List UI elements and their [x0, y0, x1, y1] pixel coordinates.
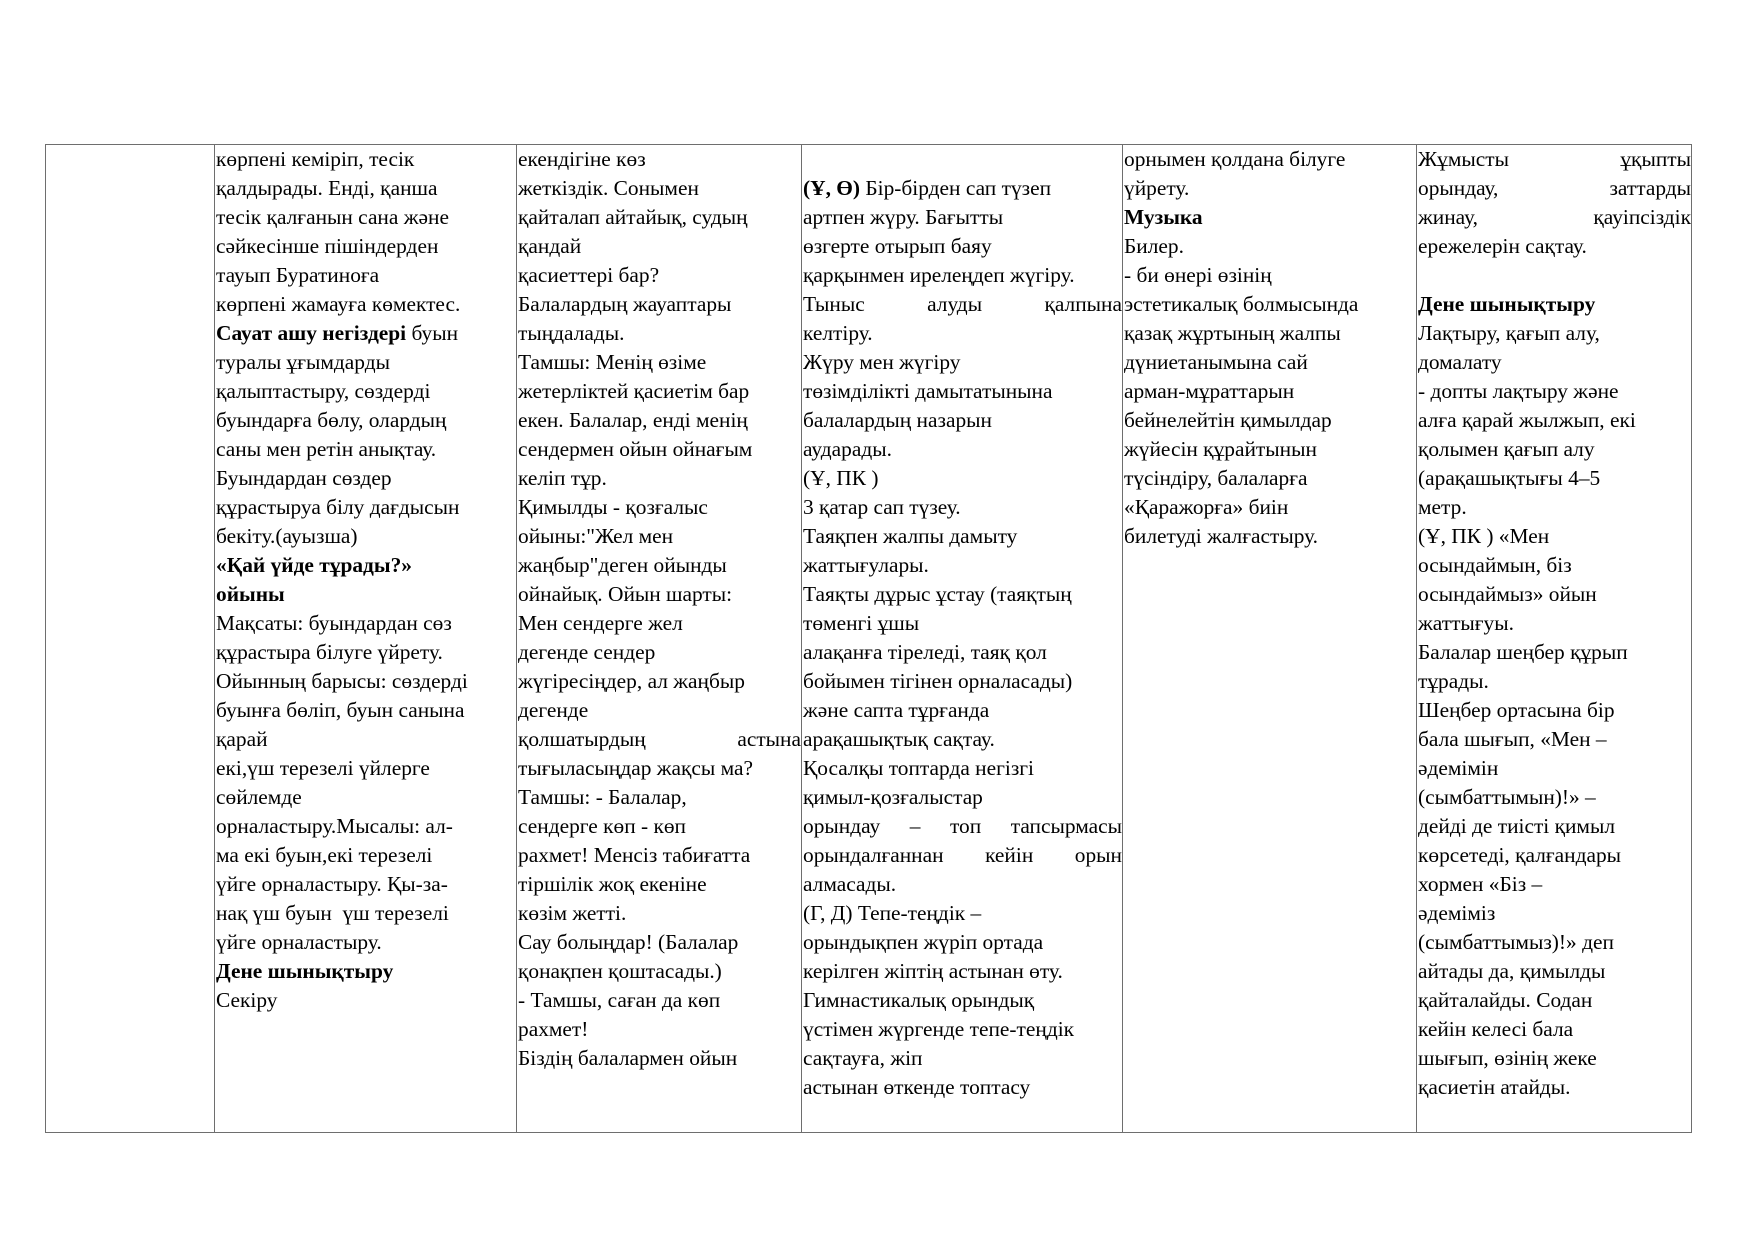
text-line — [1418, 406, 1691, 435]
line-text: Тамшы: Менің өзіме — [518, 350, 707, 374]
line-text: екен. Балалар, енді менің — [518, 408, 748, 432]
text-line — [803, 174, 1122, 203]
line-text: ережелерін сақтау. — [1418, 234, 1587, 258]
text-line — [803, 435, 1122, 464]
line-text: орындалғаннан кейін орын — [803, 843, 1122, 867]
bold-heading: Сауат ашу негіздері — [216, 321, 407, 345]
text-line — [1418, 725, 1691, 754]
text-line — [1418, 203, 1691, 232]
text-line — [1124, 435, 1416, 464]
line-text: Буындардан сөздер — [216, 466, 392, 490]
text-line — [518, 870, 801, 899]
activity-cell-column-2 — [215, 145, 517, 1133]
line-text: артпен жүру. Бағытты — [803, 205, 1004, 229]
line-text: (Ұ, ПК ) — [803, 466, 879, 490]
text-line — [803, 1044, 1122, 1073]
line-text: метр. — [1418, 495, 1467, 519]
line-text: Шеңбер ортасына бір — [1418, 698, 1615, 722]
text-line — [1124, 203, 1416, 232]
text-line — [1124, 232, 1416, 261]
text-line — [216, 435, 516, 464]
line-text: қонақпен қоштасады.) — [518, 959, 722, 983]
text-line — [1418, 290, 1691, 319]
text-line — [1418, 464, 1691, 493]
line-text: қандай — [518, 234, 582, 258]
line-text: сақтауға, жіп — [803, 1046, 923, 1070]
text-line — [518, 986, 801, 1015]
line-text: арман-мұраттарын — [1124, 379, 1295, 403]
text-line — [518, 290, 801, 319]
line-text: бейнелейтін қимылдар — [1124, 408, 1332, 432]
text-line — [1418, 986, 1691, 1015]
text-line — [518, 493, 801, 522]
text-line — [216, 957, 516, 986]
line-text: буынға бөліп, буын санына — [216, 698, 465, 722]
text-line — [1124, 377, 1416, 406]
text-line — [1418, 522, 1691, 551]
text-line — [803, 754, 1122, 783]
line-text: кейін келесі бала — [1418, 1017, 1574, 1041]
line-text: жаттығулары. — [803, 553, 929, 577]
text-line — [1418, 174, 1691, 203]
cell-lines — [1124, 145, 1416, 551]
text-line — [803, 145, 1122, 174]
text-line — [1418, 232, 1691, 261]
line-text: саны мен ретін анықтау. — [216, 437, 437, 461]
line-text: қасиеттері бар? — [518, 263, 660, 287]
line-text: қолшатырдың астына — [518, 727, 801, 751]
line-text: Тамшы: - Балалар, — [518, 785, 687, 809]
text-line — [518, 203, 801, 232]
bold-heading: Дене шынықтыру — [216, 959, 394, 983]
text-line — [518, 812, 801, 841]
text-line — [216, 290, 516, 319]
line-text: айтады да, қимылды — [1418, 959, 1606, 983]
text-line — [216, 754, 516, 783]
text-line — [803, 667, 1122, 696]
line-text: ойнайық. Ойын шарты: — [518, 582, 733, 606]
line-text: (арақашықтығы 4–5 — [1418, 466, 1601, 490]
text-line — [216, 522, 516, 551]
line-text: қазақ жұртының жалпы — [1124, 321, 1341, 345]
text-line — [803, 232, 1122, 261]
line-text: - допты лақтыру және — [1418, 379, 1619, 403]
text-line — [1124, 522, 1416, 551]
line-text: жетерліктей қасиетім бар — [518, 379, 750, 403]
text-line — [803, 464, 1122, 493]
bold-heading: Дене шынықтыру — [1418, 292, 1596, 316]
line-text: Мен сендерге жел — [518, 611, 683, 635]
line-text: домалату — [1418, 350, 1502, 374]
text-line — [803, 812, 1122, 841]
text-line — [216, 783, 516, 812]
text-line — [518, 580, 801, 609]
text-line — [518, 1044, 801, 1073]
line-text: (Ұ, ПК ) «Мен — [1418, 524, 1550, 548]
line-text: көрпені жамауға көмектес. — [216, 292, 461, 316]
line-text: үстімен жүргенде тепе-теңдік — [803, 1017, 1075, 1041]
text-line — [803, 696, 1122, 725]
text-line — [1418, 667, 1691, 696]
line-text: осындаймын, біз — [1418, 553, 1572, 577]
line-text: көрсетеді, қалғандары — [1418, 843, 1622, 867]
line-text: өзгерте отырып баяу — [803, 234, 992, 258]
text-line — [216, 870, 516, 899]
line-text: рахмет! — [518, 1017, 589, 1041]
text-line — [1418, 870, 1691, 899]
text-line — [518, 406, 801, 435]
line-text: Біздің балалармен ойын — [518, 1046, 738, 1070]
line-text: бала шығып, «Мен – — [1418, 727, 1607, 751]
text-line — [1418, 145, 1691, 174]
text-line — [216, 986, 516, 1015]
text-line — [216, 203, 516, 232]
line-text: буындарға бөлу, олардың — [216, 408, 447, 432]
line-text: Балалардың жауаптары — [518, 292, 732, 316]
line-text: қасиетін атайды. — [1418, 1075, 1571, 1099]
line-text: келіп тұр. — [518, 466, 607, 490]
line-text: сендермен ойын ойнағым — [518, 437, 753, 461]
text-line — [1124, 261, 1416, 290]
text-line — [803, 928, 1122, 957]
bold-heading: ойыны — [216, 582, 285, 606]
text-line — [803, 493, 1122, 522]
text-line — [216, 638, 516, 667]
text-line — [518, 754, 801, 783]
text-line — [518, 377, 801, 406]
text-line — [518, 232, 801, 261]
line-text: Қимылды - қозғалыс — [518, 495, 708, 519]
lesson-plan-table — [45, 144, 1692, 1133]
line-text: алмасады. — [803, 872, 897, 896]
line-text: келтіру. — [803, 321, 873, 345]
text-line — [1418, 435, 1691, 464]
text-line — [1418, 493, 1691, 522]
text-line — [803, 551, 1122, 580]
text-line — [803, 725, 1122, 754]
line-text: көзім жетті. — [518, 901, 627, 925]
text-line — [803, 290, 1122, 319]
text-line — [216, 812, 516, 841]
text-line — [1124, 319, 1416, 348]
activity-cell-column-6 — [1417, 145, 1692, 1133]
text-line — [518, 957, 801, 986]
line-text: жүйесін құрайтынын — [1124, 437, 1317, 461]
text-line — [803, 522, 1122, 551]
line-text: жеткіздік. Сонымен — [518, 176, 699, 200]
line-text: Сау болыңдар! (Балалар — [518, 930, 739, 954]
text-line — [1124, 406, 1416, 435]
line-text: орналастыру.Мысалы: ал- — [216, 814, 453, 838]
line-text: Жүру мен жүгіру — [803, 350, 961, 374]
text-line — [518, 928, 801, 957]
text-line — [1418, 638, 1691, 667]
line-text: тесік қалғанын сана және — [216, 205, 449, 229]
text-line — [1418, 754, 1691, 783]
line-text: дейді де тиісті қимыл — [1418, 814, 1616, 838]
text-line — [518, 609, 801, 638]
line-text: сәйкесінше пішіндерден — [216, 234, 439, 258]
line-text: түсіндіру, балаларға — [1124, 466, 1308, 490]
text-line — [1418, 812, 1691, 841]
line-text: сендерге көп - көп — [518, 814, 686, 838]
line-text: - Тамшы, саған да көп — [518, 988, 721, 1012]
text-line — [803, 638, 1122, 667]
line-text: (сымбаттымын)!» – — [1418, 785, 1596, 809]
text-line — [1418, 319, 1691, 348]
line-text: жүгіресіңдер, ал жаңбыр — [518, 669, 745, 693]
line-text — [1418, 263, 1423, 287]
line-text: Мақсаты: буындардан сөз — [216, 611, 452, 635]
line-text: дегенде — [518, 698, 589, 722]
text-line — [803, 1073, 1122, 1102]
bold-heading: Музыка — [1124, 205, 1203, 229]
text-line — [803, 580, 1122, 609]
text-line — [1418, 609, 1691, 638]
text-line — [803, 377, 1122, 406]
text-line — [518, 522, 801, 551]
line-text: арақашықтық сақтау. — [803, 727, 995, 751]
line-text: орнымен қолдана білуге — [1124, 147, 1346, 171]
line-text: құрастыруа білу дағдысын — [216, 495, 460, 519]
line-text: тыңдалады. — [518, 321, 625, 345]
text-line — [216, 696, 516, 725]
line-text: қалыптастыру, сөздерді — [216, 379, 431, 403]
line-text: Таяқты дұрыс ұстау (таяқтың — [803, 582, 1072, 606]
text-line — [1418, 377, 1691, 406]
text-line — [1418, 1073, 1691, 1102]
text-line — [1418, 261, 1691, 290]
text-line — [216, 609, 516, 638]
line-text: астынан өткенде топтасу — [803, 1075, 1031, 1099]
line-text: нақ үш буын үш терезелі — [216, 901, 449, 925]
line-text: хормен «Біз – — [1418, 872, 1543, 896]
line-text: 3 қатар сап түзеу. — [803, 495, 961, 519]
text-line — [518, 435, 801, 464]
text-line — [1124, 464, 1416, 493]
text-line — [803, 261, 1122, 290]
line-text: эстетикалық болмысында — [1124, 292, 1359, 316]
line-text: жинау, қауіпсіздік — [1418, 205, 1691, 229]
line-text: алақанға тіреледі, таяқ қол — [803, 640, 1047, 664]
text-line — [518, 696, 801, 725]
line-text: керілген жіптің астынан өту. — [803, 959, 1063, 983]
line-text: жаңбыр"деген ойынды — [518, 553, 727, 577]
line-text: тығыласыңдар жақсы ма? — [518, 756, 754, 780]
text-line — [518, 1015, 801, 1044]
text-line — [803, 203, 1122, 232]
text-line — [216, 580, 516, 609]
line-text: қарай — [216, 727, 268, 751]
text-line — [216, 551, 516, 580]
text-line — [216, 667, 516, 696]
text-line — [803, 870, 1122, 899]
line-text: Тыныс алуды қалпына — [803, 292, 1122, 316]
line-text: дегенде сендер — [518, 640, 656, 664]
text-line — [216, 841, 516, 870]
line-text: әдемімін — [1418, 756, 1499, 780]
cell-lines — [518, 145, 801, 1073]
text-line — [518, 725, 801, 754]
line-text: ма екі буын,екі терезелі — [216, 843, 433, 867]
line-text: алға қарай жылжып, екі — [1418, 408, 1636, 432]
line-text: Жұмысты ұқыпты — [1418, 147, 1691, 171]
empty-first-column-cell — [46, 145, 215, 1133]
text-line — [1418, 551, 1691, 580]
text-line — [803, 319, 1122, 348]
text-line — [1418, 841, 1691, 870]
line-text: тұрады. — [1418, 669, 1489, 693]
line-text: туралы ұғымдарды — [216, 350, 390, 374]
line-text: сөйлемде — [216, 785, 302, 809]
text-line — [1418, 899, 1691, 928]
line-text: төзімділікті дамытатынына — [803, 379, 1053, 403]
line-text: төменгі ұшы — [803, 611, 920, 635]
text-line — [216, 406, 516, 435]
text-line — [518, 638, 801, 667]
line-text: шығып, өзінің жеке — [1418, 1046, 1597, 1070]
text-line — [1418, 783, 1691, 812]
line-text: екі,үш терезелі үйлерге — [216, 756, 430, 780]
line-text: үйге орналастыру. — [216, 930, 382, 954]
text-line — [216, 899, 516, 928]
text-line — [803, 899, 1122, 928]
line-text: орындықпен жүріп ортада — [803, 930, 1044, 954]
text-line — [1124, 348, 1416, 377]
line-text: рахмет! Менсіз табиғатта — [518, 843, 751, 867]
bold-heading: (Ұ, Ө) — [803, 176, 861, 200]
text-line — [803, 783, 1122, 812]
table-row — [46, 145, 1692, 1133]
line-text: (Г, Д) Тепе-теңдік – — [803, 901, 982, 925]
line-text: балалардың назарын — [803, 408, 992, 432]
line-text: ойыны:"Жел мен — [518, 524, 674, 548]
text-line — [216, 464, 516, 493]
text-line — [216, 928, 516, 957]
line-text: осындаймыз» ойын — [1418, 582, 1597, 606]
line-text: қайталап айтайық, судың — [518, 205, 748, 229]
line-text: Лақтыру, қағып алу, — [1418, 321, 1600, 345]
line-text: Гимнастикалық орындық — [803, 988, 1035, 1012]
line-text: орындау – топ тапсырмасы — [803, 814, 1122, 838]
text-line — [518, 348, 801, 377]
text-line — [518, 319, 801, 348]
line-text: буын — [406, 321, 459, 345]
text-line — [216, 145, 516, 174]
text-line — [216, 725, 516, 754]
line-text: Бір-бірден сап түзеп — [860, 176, 1052, 200]
text-line — [518, 783, 801, 812]
activity-cell-column-5 — [1123, 145, 1417, 1133]
line-text: қарқынмен ирелеңдеп жүгіру. — [803, 263, 1075, 287]
line-text: билетуді жалғастыру. — [1124, 524, 1319, 548]
line-text: аударады. — [803, 437, 892, 461]
text-line — [1418, 348, 1691, 377]
text-line — [518, 464, 801, 493]
line-text: Қосалқы топтарда негізгі — [803, 756, 1034, 780]
text-line — [216, 232, 516, 261]
line-text: - би өнері өзінің — [1124, 263, 1272, 287]
line-text: Секіру — [216, 988, 278, 1012]
line-text: Ойынның барысы: сөздерді — [216, 669, 468, 693]
activity-cell-column-3 — [517, 145, 802, 1133]
text-line — [216, 377, 516, 406]
text-line — [1124, 493, 1416, 522]
line-text: қимыл-қозғалыстар — [803, 785, 983, 809]
line-text: дүниетанымына сай — [1124, 350, 1308, 374]
cell-lines — [803, 145, 1122, 1102]
line-text: қалдырады. Енді, қанша — [216, 176, 438, 200]
text-line — [518, 261, 801, 290]
text-line — [803, 348, 1122, 377]
text-line — [803, 406, 1122, 435]
text-line — [1418, 1015, 1691, 1044]
text-line — [1124, 174, 1416, 203]
line-text: қайталайды. Содан — [1418, 988, 1593, 1012]
line-text: «Қаражорға» биін — [1124, 495, 1289, 519]
text-line — [803, 986, 1122, 1015]
cell-lines — [1418, 145, 1691, 1102]
line-text: үйрету. — [1124, 176, 1190, 200]
bold-heading: «Қай үйде тұрады?» — [216, 553, 412, 577]
text-line — [216, 261, 516, 290]
text-line — [518, 174, 801, 203]
line-text: көрпені кеміріп, тесік — [216, 147, 415, 171]
text-line — [1418, 928, 1691, 957]
line-text: Таяқпен жалпы дамыту — [803, 524, 1018, 548]
text-line — [518, 145, 801, 174]
line-text: қолымен қағып алу — [1418, 437, 1595, 461]
line-text: Балалар шеңбер құрып — [1418, 640, 1628, 664]
text-line — [216, 319, 516, 348]
text-line — [803, 1015, 1122, 1044]
text-line — [518, 667, 801, 696]
line-text: Билер. — [1124, 234, 1184, 258]
text-line — [1418, 1044, 1691, 1073]
text-line — [518, 899, 801, 928]
text-line — [1418, 696, 1691, 725]
line-text: (сымбаттымыз)!» деп — [1418, 930, 1614, 954]
text-line — [1124, 145, 1416, 174]
text-line — [216, 493, 516, 522]
line-text: құрастыра білуге үйрету. — [216, 640, 443, 664]
text-line — [803, 841, 1122, 870]
line-text — [803, 147, 808, 171]
text-line — [518, 551, 801, 580]
line-text: тауып Буратиноға — [216, 263, 380, 287]
text-line — [803, 609, 1122, 638]
activity-cell-column-4 — [802, 145, 1123, 1133]
line-text: үйге орналастыру. Қы-за- — [216, 872, 448, 896]
line-text: орындау, заттарды — [1418, 176, 1691, 200]
line-text: бойымен тігінен орналасады) — [803, 669, 1073, 693]
text-line — [216, 174, 516, 203]
line-text: екендігіне көз — [518, 147, 646, 171]
text-line — [518, 841, 801, 870]
text-line — [1418, 957, 1691, 986]
line-text: жаттығуы. — [1418, 611, 1514, 635]
text-line — [216, 348, 516, 377]
line-text: және сапта тұрғанда — [803, 698, 990, 722]
text-line — [1124, 290, 1416, 319]
text-line — [803, 957, 1122, 986]
text-line — [1418, 580, 1691, 609]
line-text: бекіту.(ауызша) — [216, 524, 358, 548]
line-text: тіршілік жоқ екеніне — [518, 872, 707, 896]
line-text: әдеміміз — [1418, 901, 1496, 925]
cell-lines — [216, 145, 516, 1015]
